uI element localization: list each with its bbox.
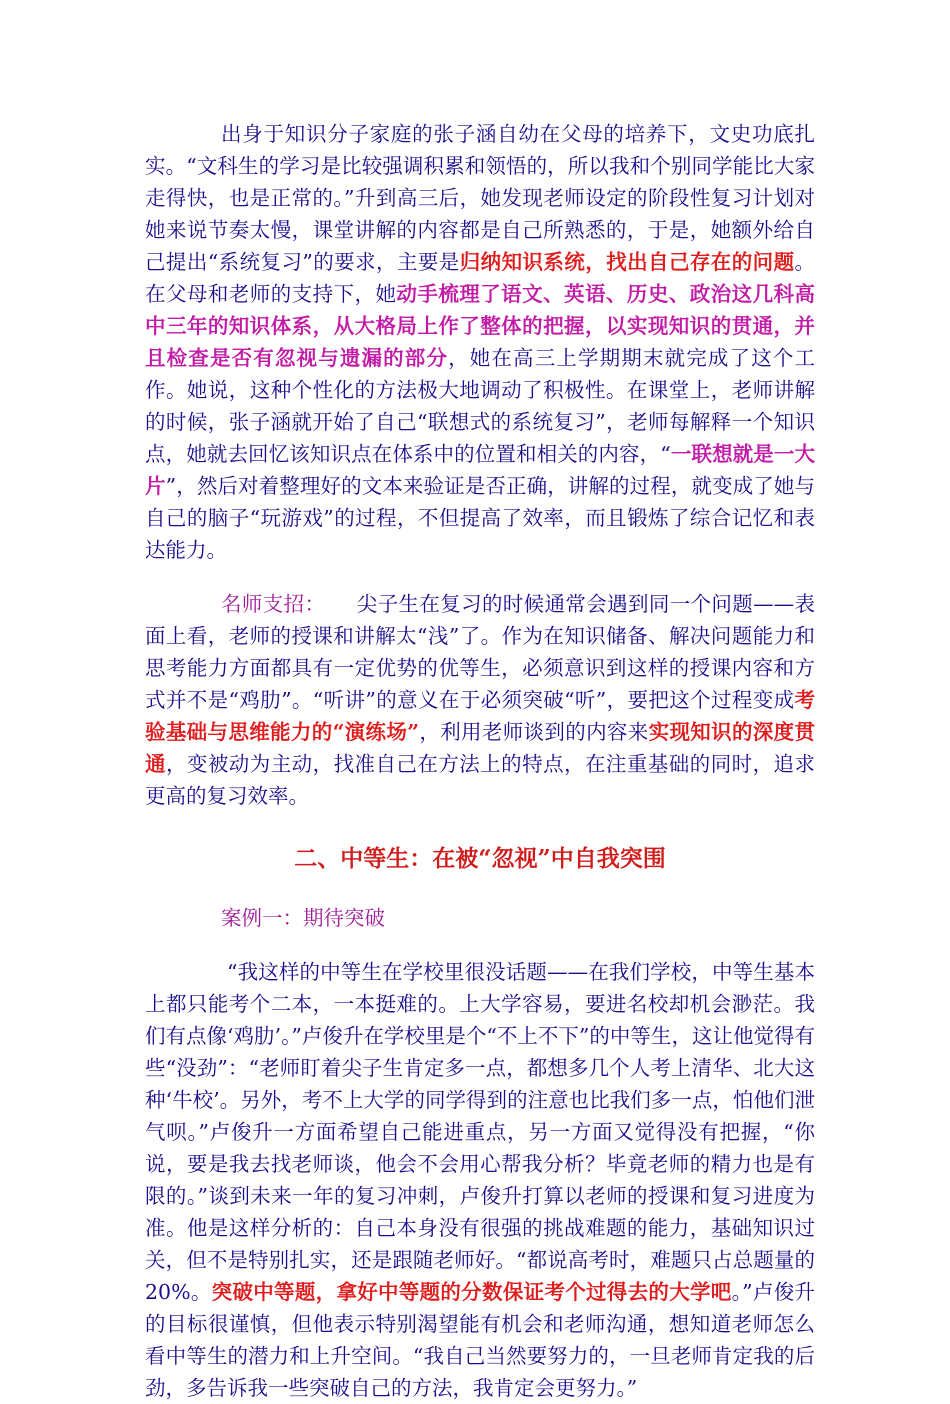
paragraph-teacher-tips bbox=[145, 588, 815, 812]
tips-label: 名师支招： bbox=[221, 592, 316, 616]
highlight-red: 突破中等题，拿好中等题的分数保证考个过得去的大学吧 bbox=[211, 1280, 732, 1304]
section-heading: 二、中等生：在被“忽视”中自我突围 bbox=[294, 845, 666, 872]
paragraph-case-zhang bbox=[145, 118, 815, 566]
text-run: 尖子生在复习的时候通常会遇到同一个问题——表面上看，老师的授课和讲解太“浅”了。作为在知识储备、解决问题能力和思考能力方面都具有一定优势的优等生，必须意识到这样的授课内容和方式并不是“鸡肋”。“听讲”的意义在于必须突破“听”，要把这个过程变成 bbox=[145, 592, 816, 712]
highlight-red: 实现知识的深度贯通 bbox=[145, 720, 815, 776]
text-run: “我这样的中等生在学校里很没话题——在我们学校，中等生基本上都只能考个二本，一本挺难的。上大学容易，要进名校却机会渺茫。我们有点像‘鸡肋’。”卢俊升在学校里是个“不上不下”的中等生，这让他觉得有些“没劲”：“老师盯着尖子生肯定多一点，都想多几个人考上清华、北大这种‘牛校’。另外，考不上大学的同学得到的注意也比我们多一点，怕他们泄气呗。”卢俊升一方面希望自己能进重点，另一方面又觉得没有把握，“你说，要是我去找老师谈，他会不会用心帮我分析？毕竟老师的精力也是有限的。”谈到未来一年的复习冲刺，卢俊升打算以老师的授课和复习进度为准。他是这样分析的：自己本身没有很强的挑战难题的能力，基础知识过关，但不是特别扎实，还是跟随老师好。“都说高考时，难题只占总题量的20%。 bbox=[145, 960, 815, 1304]
text-run: ，利用老师谈到的内容来 bbox=[419, 720, 649, 744]
document-page bbox=[145, 118, 815, 1404]
text-run: ，她在高三上学期期末就完成了这个工作。她说，这种个性化的方法极大地调动了积极性。在课堂上，老师讲解的时候，张子涵就开始了自己“联想式的系统复习”，老师每解释一个知识点，她就去回忆该知识点在体系中的位置和相关的内容，“ bbox=[145, 346, 816, 466]
highlight-pink: 动手梳理了语文、英语、历史、政治这几科高中三年的知识体系，从大格局上作了整体的把握，以实现知识的贯通，并且检查是否有忽视与遗漏的部分 bbox=[145, 282, 816, 370]
text-run: 。”卢俊升的目标很谨慎，但他表示特别渴望能有机会和老师沟通，想知道老师怎么看中等生的潜力和上升空间。“我自己当然要努力的，一旦老师肯定我的后劲，多告诉我一些突破自己的方法，我肯定会更努力。” bbox=[145, 1280, 816, 1400]
paragraph-case-lu bbox=[145, 956, 815, 1404]
case-title: 案例一：期待突破 bbox=[221, 906, 385, 930]
highlight-red: 考验基础与思维能力的“演练场” bbox=[145, 688, 815, 744]
text-run: ，变被动为主动，找准自己在方法上的特点，在注重基础的同时，追求更高的复习效率。 bbox=[145, 752, 815, 808]
highlight-pink: 一联想就是一大片 bbox=[145, 442, 816, 498]
text-run: 出身于知识分子家庭的张子涵自幼在父母的培养下，文史功底扎实。“文科生的学习是比较强调积累和领悟的，所以我和个别同学能比大家走得快，也是正常的。”升到高三后，她发现老师设定的阶段性复习计划对她来说节奏太慢，课堂讲解的内容都是自己所熟悉的，于是，她额外给自己提出“系统复习”的要求，主要是 bbox=[145, 122, 815, 274]
text-run: ”，然后对着整理好的文本来验证是否正确，讲解的过程，就变成了她与自己的脑子“玩游戏”的过程，不但提高了效率，而且锻炼了综合记忆和表达能力。 bbox=[145, 474, 816, 562]
highlight-red: 归纳知识系统，找出自己存在的问题 bbox=[459, 250, 795, 274]
text-run: 。在父母和老师的支持下，她 bbox=[145, 250, 815, 306]
